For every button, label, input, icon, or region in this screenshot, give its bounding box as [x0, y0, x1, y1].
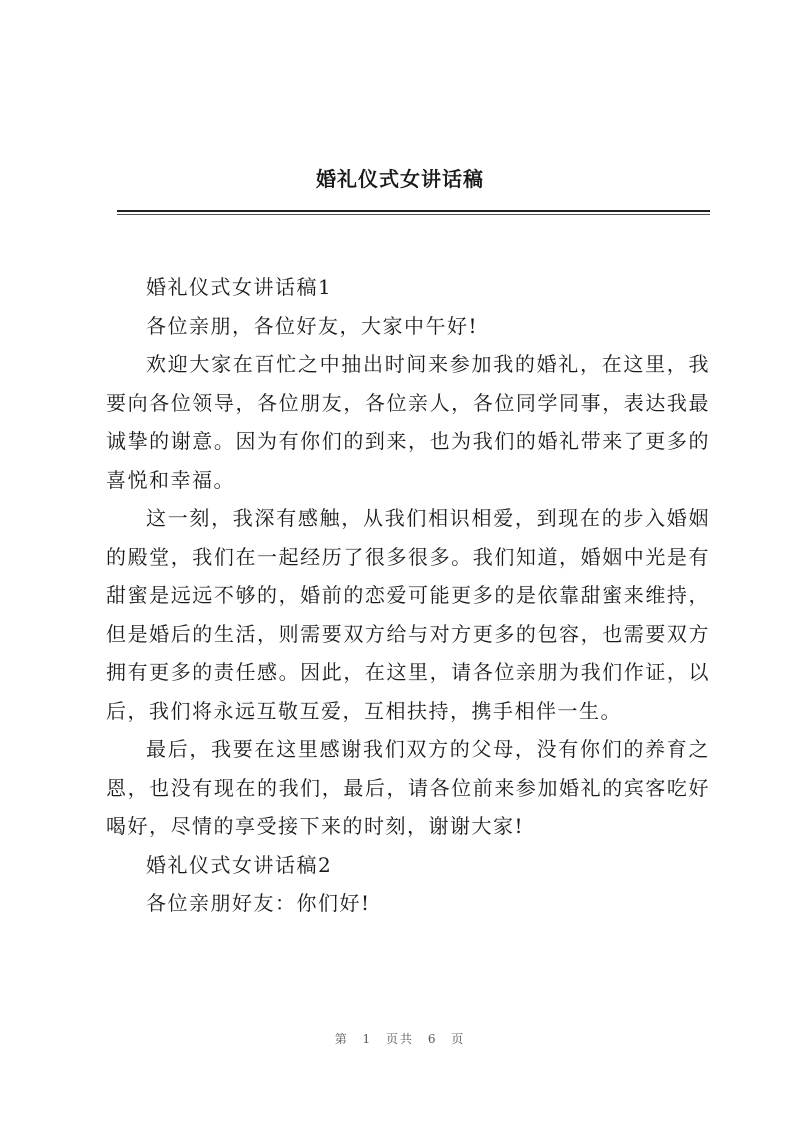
- greeting-paragraph: 各位亲朋好友：你们好!: [146, 891, 371, 915]
- document-body: [106, 268, 710, 923]
- page-title: 婚礼仪式女讲话稿: [316, 167, 484, 191]
- body-paragraph: 这一刻，我深有感触，从我们相识相爱，到现在的步入婚姻的殿堂，我们在一起经历了很多很多。我们知道，婚姻中光是有甜蜜是远远不够的，婚前的恋爱可能更多的是依靠甜蜜来维持，但是婚后的生活，则需要双方给与对方更多的包容，也需要双方拥有更多的责任感。因此，在这里，请各位亲朋为我们作证，以后，我们将永远互敬互爱，互相扶持，携手相伴一生。: [106, 506, 710, 723]
- body-paragraph: 最后，我要在这里感谢我们双方的父母，没有你们的养育之恩，也没有现在的我们，最后，请各位前来参加婚礼的宾客吃好喝好，尽情的享受接下来的时刻，谢谢大家!: [106, 737, 710, 838]
- body-paragraph: 欢迎大家在百忙之中抽出时间来参加我的婚礼，在这里，我要向各位领导，各位朋友，各位亲人，各位同学同事，表达我最诚挚的谢意。因为有你们的到来，也为我们的婚礼带来了更多的喜悦和幸福。: [106, 352, 710, 492]
- section-heading: 婚礼仪式女讲话稿1: [146, 275, 333, 299]
- title-divider-thin: [117, 214, 710, 215]
- title-divider: [117, 210, 710, 212]
- section-heading: 婚礼仪式女讲话稿2: [146, 852, 333, 877]
- page-number-footer: 第 1 页共 6 页: [334, 1032, 466, 1046]
- greeting-paragraph: 各位亲朋，各位好友，大家中午好!: [146, 313, 479, 338]
